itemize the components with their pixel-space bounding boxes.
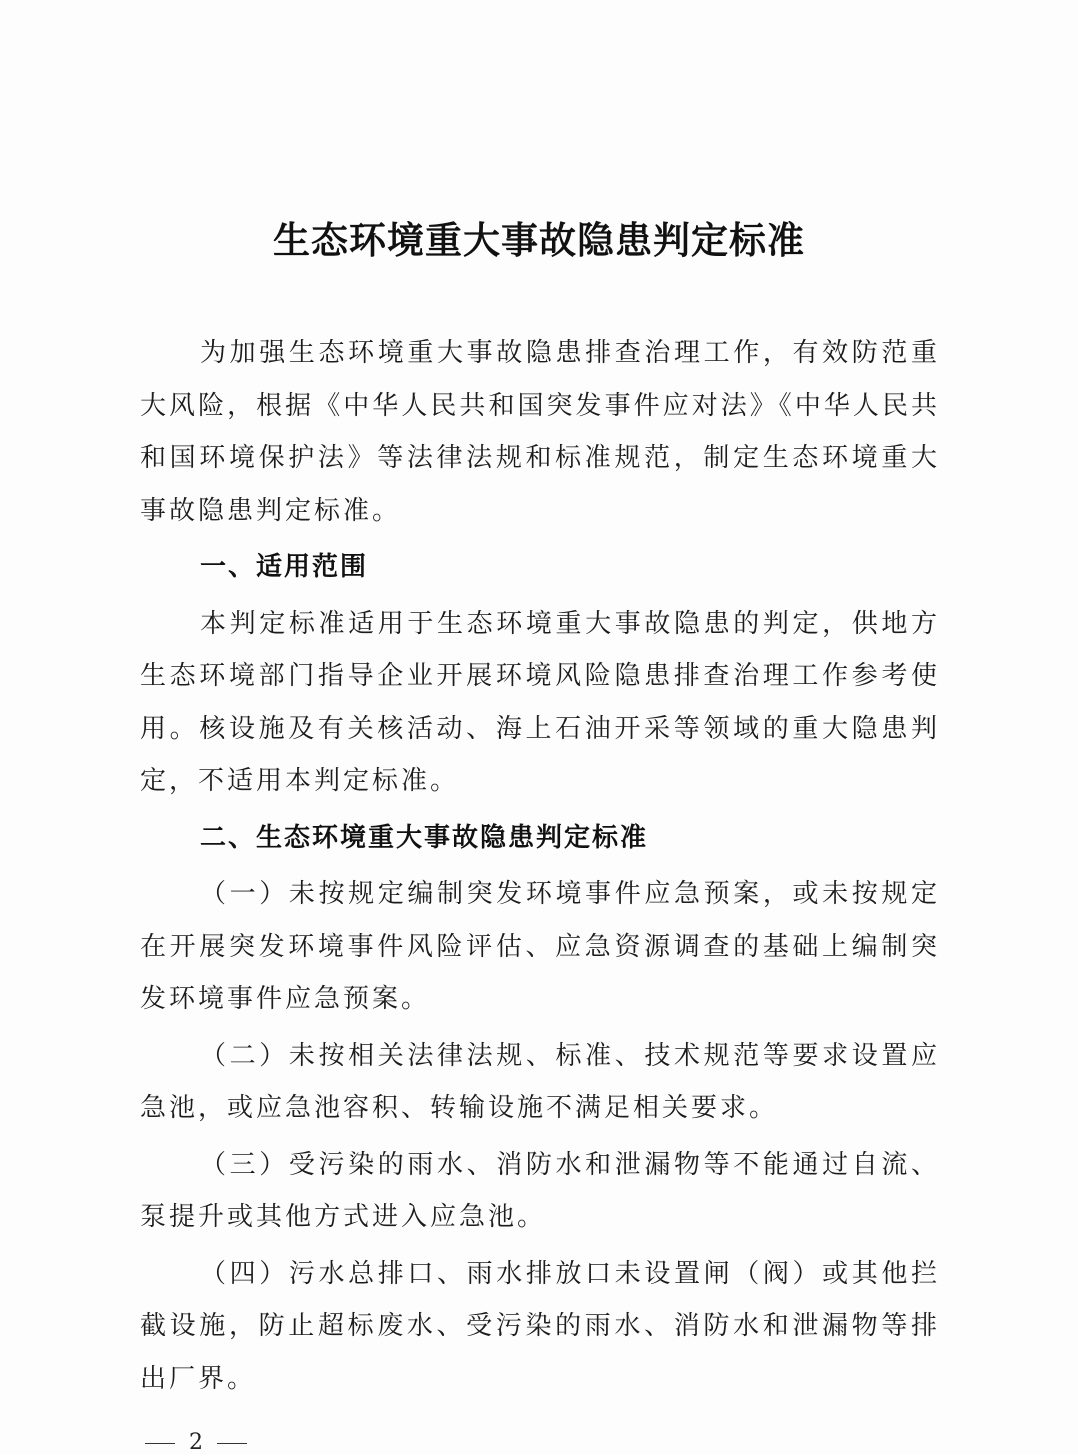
page-number: 2	[189, 1430, 203, 1455]
criteria-item: （四）污水总排口、雨水排放口未设置闸（阀）或其他拦截设施，防止超标废水、受污染的雨水、消防水和泄漏物等排出厂界。	[140, 1258, 940, 1394]
page-footer	[145, 1430, 247, 1456]
document-title: 生态环境重大事故隐患判定标准	[273, 218, 805, 262]
criteria-item: （三）受污染的雨水、消防水和泄漏物等不能通过自流、泵提升或其他方式进入应急池。	[140, 1149, 940, 1232]
scope-paragraph: 本判定标准适用于生态环境重大事故隐患的判定，供地方生态环境部门指导企业开展环境风险隐患排查治理工作参考使用。核设施及有关核活动、海上石油开采等领域的重大隐患判定，不适用本判定标准。	[140, 608, 940, 796]
section-heading-criteria: 二、生态环境重大事故隐患判定标准	[200, 822, 649, 853]
criteria-item: （一）未按规定编制突发环境事件应急预案，或未按规定在开展突发环境事件风险评估、应急资源调查的基础上编制突发环境事件应急预案。	[140, 879, 940, 1014]
footer-dash-right	[217, 1443, 247, 1444]
document-body	[140, 327, 940, 1405]
intro-paragraph: 为加强生态环境重大事故隐患排查治理工作，有效防范重大风险，根据《中华人民共和国突发事件应对法》《中华人民共和国环境保护法》等法律法规和标准规范，制定生态环境重大事故隐患判定标准。	[140, 338, 940, 526]
footer-dash-left	[145, 1443, 175, 1444]
criteria-item: （二）未按相关法律法规、标准、技术规范等要求设置应急池，或应急池容积、转输设施不满足相关要求。	[140, 1040, 940, 1123]
section-heading-scope: 一、适用范围	[200, 552, 369, 582]
